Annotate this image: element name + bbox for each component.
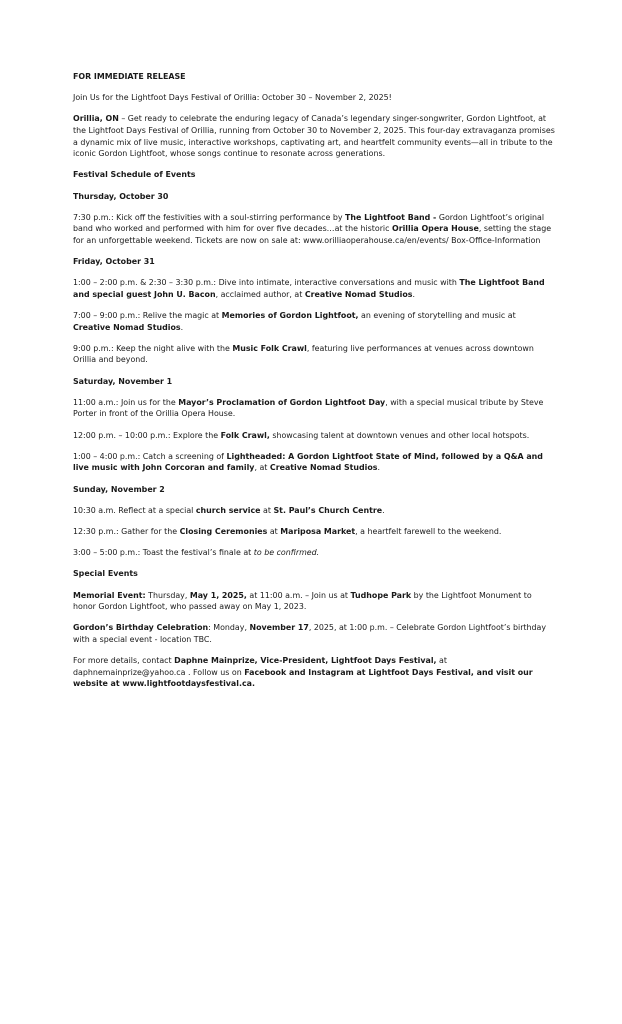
event-bold: Memories of Gordon Lightfoot, [221, 311, 359, 321]
sunday-heading: Sunday, November 2 [73, 484, 165, 494]
event-text: by the Lightfoot Monument to honor Gordon Lightfoot, who passed away on May 1, 2023. [73, 590, 532, 612]
event-text: at [267, 526, 281, 536]
event-text: 10:30 a.m. Reflect at a special [73, 505, 196, 515]
sunday-event-3 [73, 547, 555, 559]
intro-paragraph [73, 113, 555, 159]
event-text: 1:00 – 4:00 p.m.: Catch a screening of [73, 451, 227, 461]
event-venue: Creative Nomad Studios [304, 289, 413, 299]
event-text: showcasing talent at downtown venues and other local hotspots. [269, 430, 530, 440]
event-text: 7:30 p.m.: Kick off the festivities with a soul-stirring performance by [73, 212, 346, 222]
contact-text: at daphnemainprize@yahoo.ca . Follow us on [73, 656, 447, 677]
event-text: 3:00 – 5:00 p.m.: Toast the festival’s finale at [73, 548, 254, 558]
event-bold: Folk Crawl, [220, 430, 270, 440]
thursday-heading: Thursday, October 30 [73, 191, 169, 201]
event-text: Thursday, [145, 590, 190, 600]
event-venue: St. Paul’s Church Centre [273, 505, 383, 515]
event-venue: Tudhope Park [350, 590, 412, 600]
event-text: . [377, 463, 381, 473]
event-text: . [412, 289, 415, 299]
event-text: an evening of storytelling and music at [358, 311, 516, 321]
event-text: Gordon Lightfoot’s original band who worked and performed with him for over five decades…at the historic [73, 212, 545, 234]
event-venue: Creative Nomad Studios [73, 322, 181, 332]
event-bold: church service [195, 505, 261, 515]
event-italic: to be confirmed. [253, 548, 320, 558]
sunday-event-1 [73, 505, 555, 517]
event-text: , with a special musical tribute by Steve Porter in front of the Orillia Opera House. [73, 397, 544, 419]
event-text: at [260, 505, 274, 515]
special-events-heading: Special Events [73, 569, 138, 579]
event-text: , a heartfelt farewell to the weekend. [355, 526, 502, 536]
contact-social: Facebook and Instagram at Lightfoot Days Festival, and visit our website at www.lightfootdaysfestival.ca. [73, 667, 533, 689]
event-venue: Creative Nomad Studios [269, 463, 378, 473]
event-text: , 2025, at 1:00 p.m. – Celebrate Gordon Lightfoot’s birthday with a special event - location TBC. [73, 623, 547, 644]
event-text: , at [254, 463, 270, 473]
event-text: 12:30 p.m.: Gather for the [73, 526, 180, 536]
contact-paragraph [73, 655, 555, 690]
saturday-event-3 [73, 451, 555, 474]
thursday-event-1 [73, 212, 555, 247]
event-text: , featuring live performances at venues across downtown Orillia and beyond. [73, 343, 534, 365]
birthday-event [73, 622, 555, 645]
event-text: 11:00 a.m.: Join us for the [73, 397, 179, 407]
event-text: . [382, 505, 385, 515]
press-release-body [73, 71, 555, 690]
friday-event-3 [73, 343, 555, 366]
sunday-event-2 [73, 526, 555, 538]
event-bold: The Lightfoot Band - [345, 212, 437, 222]
saturday-heading: Saturday, November 1 [73, 376, 173, 386]
event-text: , setting the stage for an unforgettable weekend. Tickets are now on sale at: www.orilliaoperahouse.ca/en/events/ Box-Office-Information [73, 224, 552, 245]
event-bold: Music Folk Crawl [232, 343, 307, 353]
event-bold: Mayor’s Proclamation of Gordon Lightfoot Day [178, 397, 386, 407]
event-text: , acclaimed author, at [215, 289, 305, 299]
saturday-event-2 [73, 430, 555, 442]
contact-name: Daphne Mainprize, Vice-President, Lightfoot Days Festival, [174, 656, 437, 666]
schedule-heading: Festival Schedule of Events [73, 170, 196, 180]
intro-text: – Get ready to celebrate the enduring legacy of Canada’s legendary singer-songwriter, Gordon Lightfoot, at the Lightfoot Days Festival of Orillia, running from October 30 to November 2, 2025. This four-day extravaganza promises a dynamic mix of live music, interactive workshops, captivating art, and heartfelt community events—all in tribute to the iconic Gordon Lightfoot, whose songs continue to resonate across generations. [73, 114, 555, 159]
event-text: 1:00 – 2:00 p.m. & 2:30 – 3:30 p.m.: Dive into intimate, interactive conversations and music with [73, 278, 460, 288]
event-venue: Orillia Opera House [391, 224, 479, 234]
friday-heading: Friday, October 31 [73, 257, 155, 267]
event-text: 12:00 p.m. – 10:00 p.m.: Explore the [73, 430, 221, 440]
event-bold: May 1, 2025, [189, 590, 247, 600]
saturday-event-1 [73, 397, 555, 420]
event-bold: The Lightfoot Band and special guest John U. Bacon [73, 278, 545, 299]
friday-event-2 [73, 310, 555, 333]
event-bold: Closing Ceremonies [179, 526, 268, 536]
event-bold: Lightheaded: A Gordon Lightfoot State of Mind, followed by a Q&A and live music with John Corcoran and family [73, 451, 543, 473]
event-text: 7:00 – 9:00 p.m.: Relive the magic at [73, 311, 222, 321]
event-text: . [180, 322, 184, 332]
intro-location: Orillia, ON [73, 114, 119, 124]
release-label: FOR IMMEDIATE RELEASE [73, 72, 186, 81]
event-bold: November 17 [249, 623, 309, 633]
friday-event-1 [73, 277, 555, 300]
event-bold: Memorial Event: [73, 590, 146, 600]
event-venue: Mariposa Market [280, 526, 356, 536]
release-headline: Join Us for the Lightfoot Days Festival of Orillia: October 30 – November 2, 2025! [73, 93, 392, 103]
event-text: : Monday, [208, 623, 250, 633]
event-bold: Gordon’s Birthday Celebration [73, 623, 209, 633]
event-text: at 11:00 a.m. – Join us at [246, 590, 351, 600]
memorial-event [73, 590, 555, 613]
contact-text: For more details, contact [73, 656, 175, 666]
event-text: 9:00 p.m.: Keep the night alive with the [73, 343, 233, 353]
